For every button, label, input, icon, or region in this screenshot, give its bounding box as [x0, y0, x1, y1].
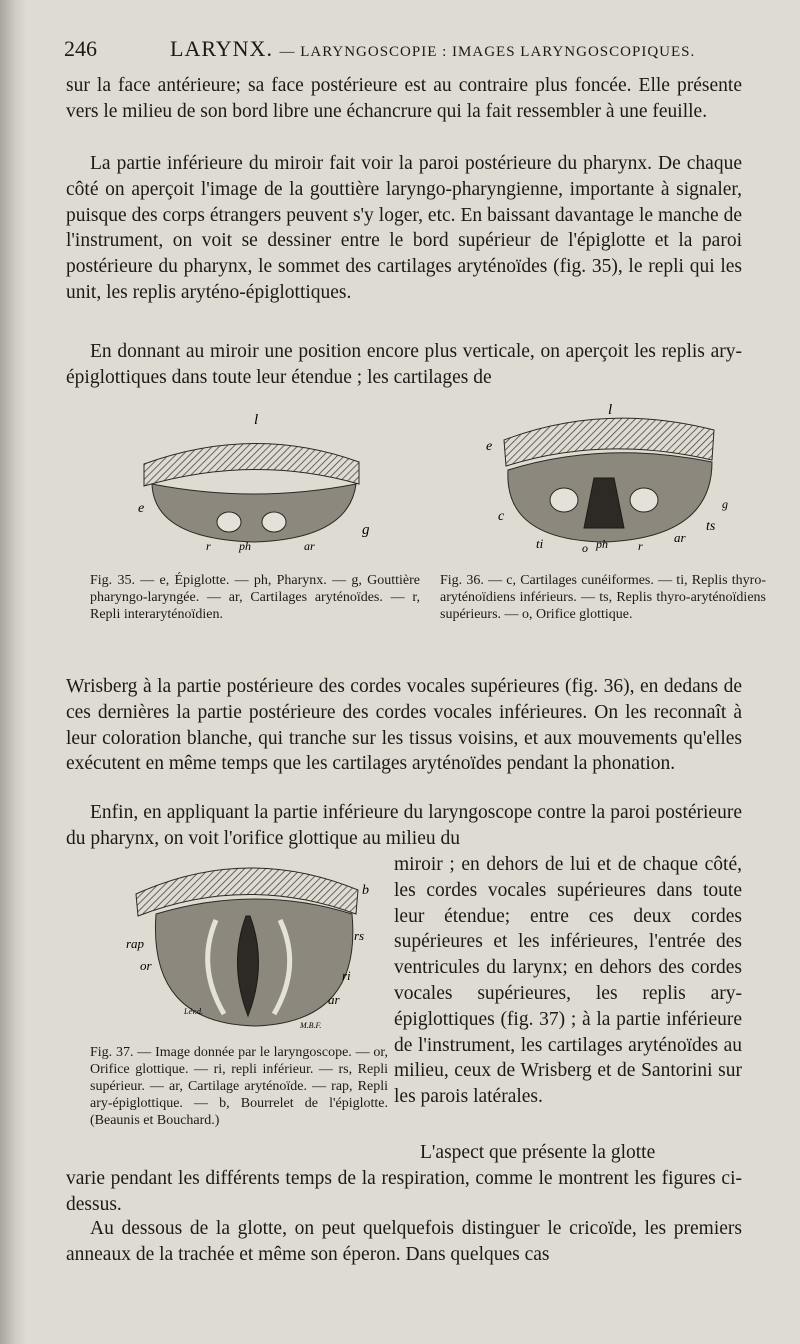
- paragraph-6-side: L'aspect que présente la glotte: [420, 1142, 656, 1163]
- figure-35-epiglottis-drawing: [134, 404, 374, 554]
- running-title: [170, 36, 695, 62]
- fig36-label-c: c: [498, 509, 505, 524]
- fig37-label-ar: ar: [328, 992, 340, 1007]
- fig35-label-g: g: [362, 522, 370, 538]
- fig37-label-ri: ri: [342, 968, 351, 983]
- figure-36-vocal-cords-drawing: [484, 400, 734, 556]
- fig35-arytenoid-right: [262, 512, 286, 532]
- paragraph-4: Wrisberg à la partie postérieure des cordes vocales supérieures (fig. 36), en dedans de ces dernières la partie postérieure des cordes vocales inférieures. On les reconnaît à leur coloration blanche, qui tranche sur les tissus voisins, et aux mouvements qu'elles exécutent en même temps que les cartilages aryténoïdes pendant la phonation.: [66, 676, 742, 775]
- figure-36-caption: Fig. 36. — c, Cartilages cunéiformes. — ti, Replis thyro-aryténoïdiens inférieurs. — ts, Replis thyro-aryténoïdiens supérieurs. — o, Orifice glottique.: [440, 573, 766, 622]
- figure-35-caption: Fig. 35. — e, Épiglotte. — ph, Pharynx. — g, Gouttière pharyngo-laryngée. — ar, Cartilages aryténoïdes. — r, Repli interaryténoïdien.: [90, 573, 420, 622]
- fig37-label-b: b: [362, 883, 369, 898]
- fig36-label-r: r: [638, 539, 643, 553]
- paragraph-1: sur la face antérieure; sa face postérieure est au contraire plus foncée. Elle présente vers le milieu de son bord libre une échancrure qui la fait ressembler à une feuille.: [66, 75, 742, 122]
- fig35-epiglottis-shape: [144, 443, 359, 486]
- fig36-label-e: e: [486, 439, 493, 454]
- title-main: LARYNX.: [170, 36, 273, 61]
- fig37-label-rs: rs: [354, 928, 365, 943]
- paragraph-7: Au dessous de la glotte, on peut quelquefois distinguer le cricoïde, les premiers anneaux de la trachée et même son éperon. Dans quelques cas: [66, 1218, 742, 1265]
- fig37-signature-left: Lév.d.: [184, 1007, 203, 1016]
- paragraph-6-rest: varie pendant les différents temps de la respiration, comme le montrent les figures ci-dessus.: [66, 1168, 742, 1215]
- fig36-label-ts: ts: [706, 519, 716, 534]
- paragraph-3: En donnant au miroir une position encore plus verticale, on aperçoit les replis ary-épiglottiques dans toute leur étendue ; les cartilages de: [66, 341, 742, 388]
- fig36-cartilage-right: [630, 488, 658, 512]
- figure-37-glottis-drawing: [96, 854, 396, 1034]
- figure-37-caption: Fig. 37. — Image donnée par le laryngoscope. — or, Orifice glottique. — ri, repli inférieur. — rs, Repli supérieur. — ar, Cartilage aryténoïde. — rap, Repli ary-épiglottique. — b, Bourrelet de l'épiglotte. (Beaunis et Bouchard.): [90, 1045, 388, 1128]
- title-sub: — LARYNGOSCOPIE : IMAGES LARYNGOSCOPIQUES.: [279, 44, 696, 60]
- fig37-signature-right: M.B.F.: [300, 1021, 322, 1030]
- fig35-label-e: e: [138, 501, 145, 516]
- fig36-label-o: o: [582, 541, 588, 555]
- page-number: 246: [64, 36, 97, 61]
- fig36-label-ar: ar: [674, 530, 686, 545]
- fig36-label-g: g: [722, 497, 728, 511]
- fig35-label-ph: ph: [239, 539, 251, 553]
- fig35-pharynx-shape: [152, 484, 356, 542]
- fig35-arytenoid-left: [217, 512, 241, 532]
- fig36-cartilage-left: [550, 488, 578, 512]
- fig37-label-or: or: [140, 958, 152, 973]
- fig35-label-ar: ar: [304, 539, 315, 553]
- paragraph-2: La partie inférieure du miroir fait voir la paroi postérieure du pharynx. De chaque côté on aperçoit l'image de la gouttière laryngo-pharyngienne, importante à signaler, puisque des corps étrangers peuvent s'y loger, etc. En baissant davantage le manche de l'instrument, on voit se dessiner entre le bord supérieur de l'épiglotte et la paroi postérieure du pharynx, le sommet des cartilages aryténoïdes (fig. 35), le repli qui les unit, les replis aryténo-épiglottiques.: [66, 153, 742, 303]
- book-spine-shadow: [0, 0, 26, 1344]
- paragraph-5-side: miroir ; en dehors de lui et de chaque côté, les cordes vocales supérieures dans toute leur étendue; entre ces deux cordes supérieures et les inférieures, l'entrée des ventricules du larynx; en dehors des cordes vocales supérieures, les replis ary-épiglottiques (fig. 37) ; à la partie inférieure de l'instrument, les cartilages aryténoïdes au milieu, ceux de Wrisberg et de Santorini sur les parois latérales.: [394, 854, 742, 1108]
- paragraph-5-top: Enfin, en appliquant la partie inférieure du laryngoscope contre la paroi postérieure du pharynx, on voit l'orifice glottique au milieu du: [66, 802, 742, 849]
- fig36-label-ti: ti: [536, 536, 544, 551]
- fig36-label-l: l: [608, 402, 613, 418]
- fig36-label-ph: ph: [596, 537, 608, 551]
- fig37-label-rap: rap: [126, 936, 145, 951]
- fig35-label-r: r: [206, 539, 211, 553]
- fig35-label-l: l: [254, 412, 259, 428]
